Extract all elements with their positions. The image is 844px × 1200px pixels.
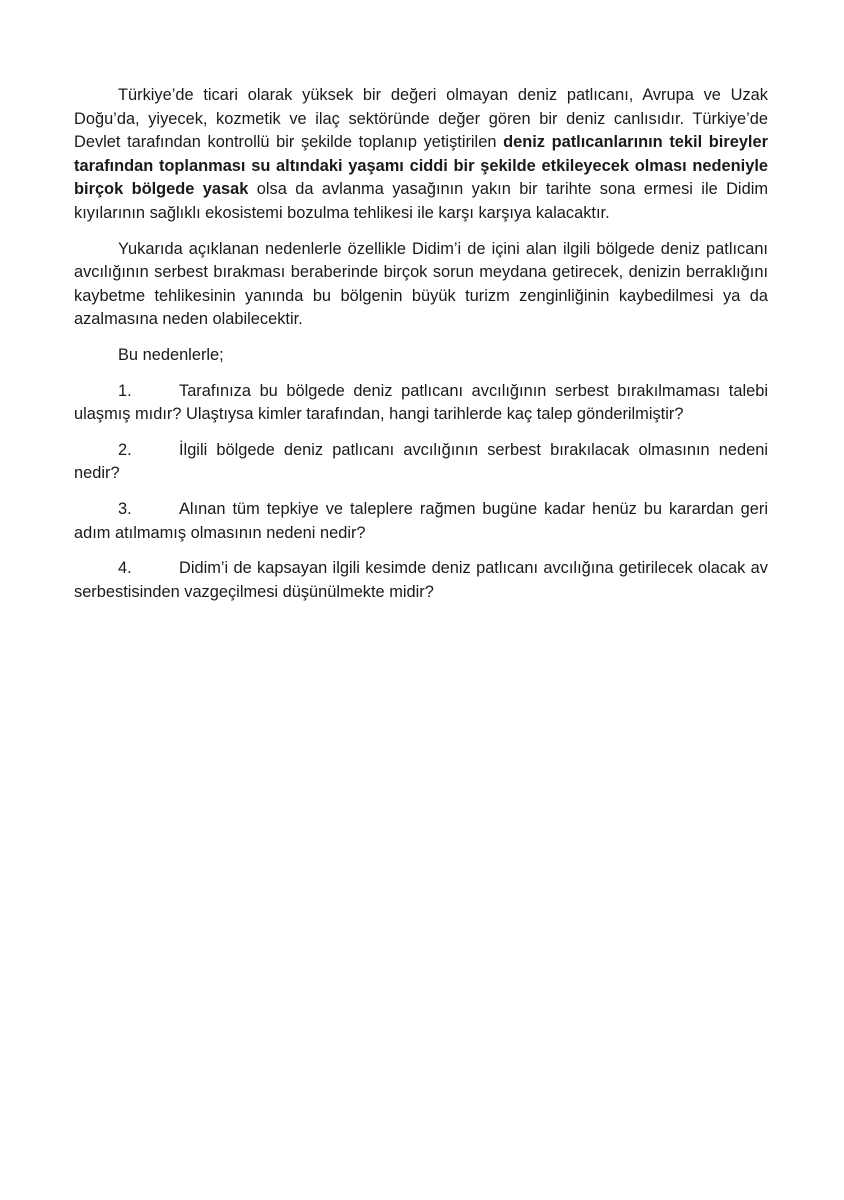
question-item-4	[74, 557, 768, 604]
paragraph-reasons: Yukarıda açıklanan nedenlerle özellikle Didim’i de içini alan ilgili bölgede deniz patlıcanı avcılığının serbest bırakması beraberinde birçok sorun meydana getirecek, denizin berraklığını kaybetme tehlikesinin yanında bu bölgenin büyük turizm zenginliğinin kaybedilmesi ya da azalmasına neden olabilecektir.	[74, 239, 768, 329]
question-number: 1.	[118, 381, 132, 400]
document-body	[74, 84, 768, 616]
question-number: 2.	[118, 440, 132, 459]
question-text: Didim’i de kapsayan ilgili kesimde deniz patlıcanı avcılığına getirilecek olacak av serbestisinden vazgeçilmesi düşünülmekte midir?	[74, 559, 768, 601]
paragraph-intro-rest: olsa da avlanma yasağının yakın bir tarihte sona ermesi ile Didim kıyılarının sağlıklı ekosistemi bozulma tehlikesi ile karşı karşıya kalacaktır.	[74, 180, 768, 222]
question-number: 3.	[118, 499, 132, 518]
question-text: İlgili bölgede deniz patlıcanı avcılığının serbest bırakılacak olmasının nedeni nedir?	[74, 440, 768, 483]
question-text: Tarafınıza bu bölgede deniz patlıcanı avcılığının serbest bırakılmaması talebi ulaşmış mıdır? Ulaştıysa kimler tarafından, hangi tarihlerde kaç talep gönderilmiştir?	[74, 381, 768, 424]
question-text: Alınan tüm tepkiye ve taleplere rağmen bugüne kadar henüz bu karardan geri adım atılmamış olmasının nedeni nedir?	[74, 499, 768, 542]
question-item-3	[74, 498, 768, 545]
paragraph-intro	[74, 84, 768, 226]
question-item-1	[74, 380, 768, 427]
question-number: 4.	[118, 559, 132, 578]
paragraph-intro-bold: deniz patlıcanlarının tekil bireyler tarafından toplanması su altındaki yaşamı ciddi bir şekilde etkileyecek olması nedeniyle birçok bölgede yasak	[74, 133, 768, 199]
question-item-2	[74, 439, 768, 486]
paragraph-intro-text: Türkiye’de ticari olarak yüksek bir değeri olmayan deniz patlıcanı, Avrupa ve Uzak Doğu’da, yiyecek, kozmetik ve ilaç sektöründe değer gören bir deniz canlısıdır. Türkiye’de Devlet tarafından kontrollü bir şekilde toplanıp yetiştirilen	[74, 86, 768, 152]
paragraph-therefore: Bu nedenlerle;	[118, 345, 224, 364]
